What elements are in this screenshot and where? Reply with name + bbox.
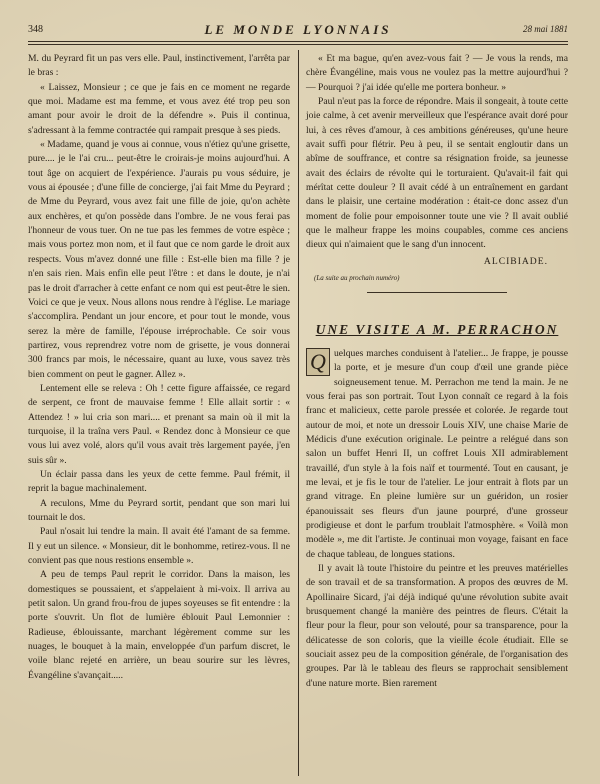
paragraph: Lentement elle se releva : Oh ! cette figure affaissée, ce regard de serpent, ce front de mauvaise femme ! Elle allait sortir : « Attendez ! » lui cria son mari.... et prenant sa main où il mit la turquoise, il la traîna vers Paul. « Rendez donc à Monsieur ce que vous lui avez volé, alors qu'il vous avait très largement payée, j'en suis sûr ». [28, 382, 290, 466]
paragraph: Paul n'osait lui tendre la main. Il avait été l'amant de sa femme. Il y eut un silence. « Monsieur, dit le bonhomme, retirez-vous. Il ne convient pas que nous restions ensemble ». [28, 526, 290, 567]
issue-date: 28 mai 1881 [523, 24, 568, 34]
paragraph: A reculons, Mme du Peyrard sortit, pendant que son mari lui tournait le dos. [28, 497, 290, 523]
left-column [28, 52, 290, 683]
paragraph: M. du Peyrard fit un pas vers elle. Paul, instinctivement, l'arrêta par le bras : [28, 53, 290, 79]
masthead: LE MONDE LYONNAIS [204, 22, 392, 37]
paragraph: Il y avait là toute l'histoire du peintre et les preuves matérielles de son travail et de sa transformation. A propos des œuvres de M. Apollinaire Sicard, j'ai déjà indiqué qu'une révolution subite avait brusquement changé la manière des peintres de fleurs. C'était la fleur pour la fleur, pour son velouté, pour sa transparence, pour la délicatesse de son coloris, que la vieille école étudiait. Elle se souciait assez peu de la composition générale, de l'organisation des groupes. Par là le tableau des fleurs se rapprochait sensiblement d'une nature morte. Bien rarement [306, 563, 568, 689]
paragraph: A peu de temps Paul reprit le corridor. Dans la maison, les domestiques se poussaient, et s'appelaient à mi-voix. Il arriva au petit salon. Un grand frou-frou de jupes soyeuses se fit entendre : la porte s'ouvrit. Un flot de lumière éblouit Paul Lemonnier : Radieuse, éblouissante, marchant légèrement comme sur les nuages, le bouquet à la main, enveloppée d'un parfum discret, le voile blanc rejeté en arrière, un beau sourire sur les lèvres, Évangéline s'avançait..... [28, 569, 290, 681]
header-rule [28, 41, 568, 42]
article-title: UNE VISITE A M. PERRACHON [315, 321, 559, 337]
paragraph: « Laissez, Monsieur ; ce que je fais en ce moment ne regarde que moi. Madame est ma femme, et vous avez été trop peu son amant pour avoir le droit de la défendre ». Puis il continua, s'adressant à la femme contractée qui rampait presque à ses pieds. [28, 81, 290, 136]
article-paragraph-text: uelques marches conduisent à l'atelier... Je frappe, je pousse la porte, et je mesure d'un coup d'œil une grande pièce soigneusement tenue. M. Perrachon me tend la main. Je ne vous ferai pas son portrait. Tout Lyon connaît ce regard à la fois franc et malicieux, cette parole pressée et colorée. Je regarde tout autour de moi, et note un dressoir Louis XIV, une chaise Marie de Médicis d'une exécution originale. Le peintre a relégué dans son salon un buffet Henri II, un coffret Louis XII admirablement travaillé, d'un style à la fois naïf et tourmenté. Tout en causant, je me levai, et je fis le tour de l'atelier. Le jour entrait à flots par un grand vitrage. En pleine lumière sur un guéridon, un rosier épanouissait ses fleurs d'un jaune pourpré, d'une grosseur prodigieuse et dont le parfum troublait l'atmosphère. « Voilà mon modèle », me dit l'artiste. Je continuai mon voyage, faisant en face de chaque tableau, de longues stations. [306, 347, 568, 560]
paragraph: Un éclair passa dans les yeux de cette femme. Paul frémit, il reprit la bague machinalement. [28, 468, 290, 495]
right-column [306, 52, 568, 691]
page-number: 348 [28, 24, 43, 35]
column-divider [298, 50, 299, 776]
author-signature: ALCIBIADE. [483, 255, 548, 267]
continued-note: (La suite au prochain numéro) [314, 274, 400, 283]
paragraph: « Madame, quand je vous ai connue, vous n'étiez qu'une grisette, pure.... je le l'ai cru... peut-être le croirais-je moins aujourd'hui. A tout âge on acquiert de l'expérience. J'aurais pu vous séduire, je vous ai épousée ; d'une fille de concierge, j'ai fait Mme du Peyrard ; de Mme du Peyrard, vous avez fait une fille de joie, qu'on achète aux enchères, et qu'on possède dans l'ombre. Je ne vous ferai pas l'honneur de vous tuer. On ne tue pas les femmes de votre espèce ; mais vous portez mon nom, et il faut que ce nom garde le droit aux respects. Vous m'avez donné une fille : Est-elle bien ma fille ? je n'en sais rien. Mais enfin elle peut l'être : et dans le doute, je n'ai pas le droit d'arracher à cette enfant ce nom qui est peut-être le sien. Voici ce que je veux. Nous allons nous rendre à l'église. Le mariage s'accomplira. Pendant un jour encore, et pour tout le monde, vous serez la mère de famille, l'épouse irréprochable. Ce soir vous partirez, vous reprendrez votre nom de grisette, je vous donnerai 300 francs par mois, le nécessaire, quant au luxe, vous savez très bien comment on peut le gagner. Allez ». [28, 139, 290, 380]
paragraph: Paul n'eut pas la force de répondre. Mais il songeait, à toute cette joie calme, à cet avenir merveilleux que l'espérance avait doré pour lui, à ces rêves d'amour, à ces ambitions généreuses, qu'une heure avait suffi pour flétrir. Peu à peu, il se sentait engloutir dans un abîme de souffrance, et contre sa résignation froide, sa jeunesse avait des éclairs de révolte qui le torturaient. Qu'avait-il fait qui mérîtat cette douleur ? Il avait cédé à un entraînement en gardant dans le plaisir, une certaine modération : était-ce donc assez d'un moment de folie pour empoisonner toute une vie ? Il avait oublié que le malheur frappe les moins coupables, comme ces anciens dieux qui n'aimaient que le sang d'un innocent. [306, 96, 568, 251]
article-first-paragraph [306, 347, 568, 562]
drop-cap: Q [306, 348, 330, 376]
section-separator [367, 292, 507, 293]
page-header [28, 22, 568, 40]
paragraph: « Et ma bague, qu'en avez-vous fait ? — Je vous la rends, ma chère Évangéline, mais vous ne voulez pas la mettre aujourd'hui ? — Pourquoi ? j'ai idée qu'elle me portera bonheur. » [306, 53, 568, 93]
header-rule-thin [28, 44, 568, 45]
